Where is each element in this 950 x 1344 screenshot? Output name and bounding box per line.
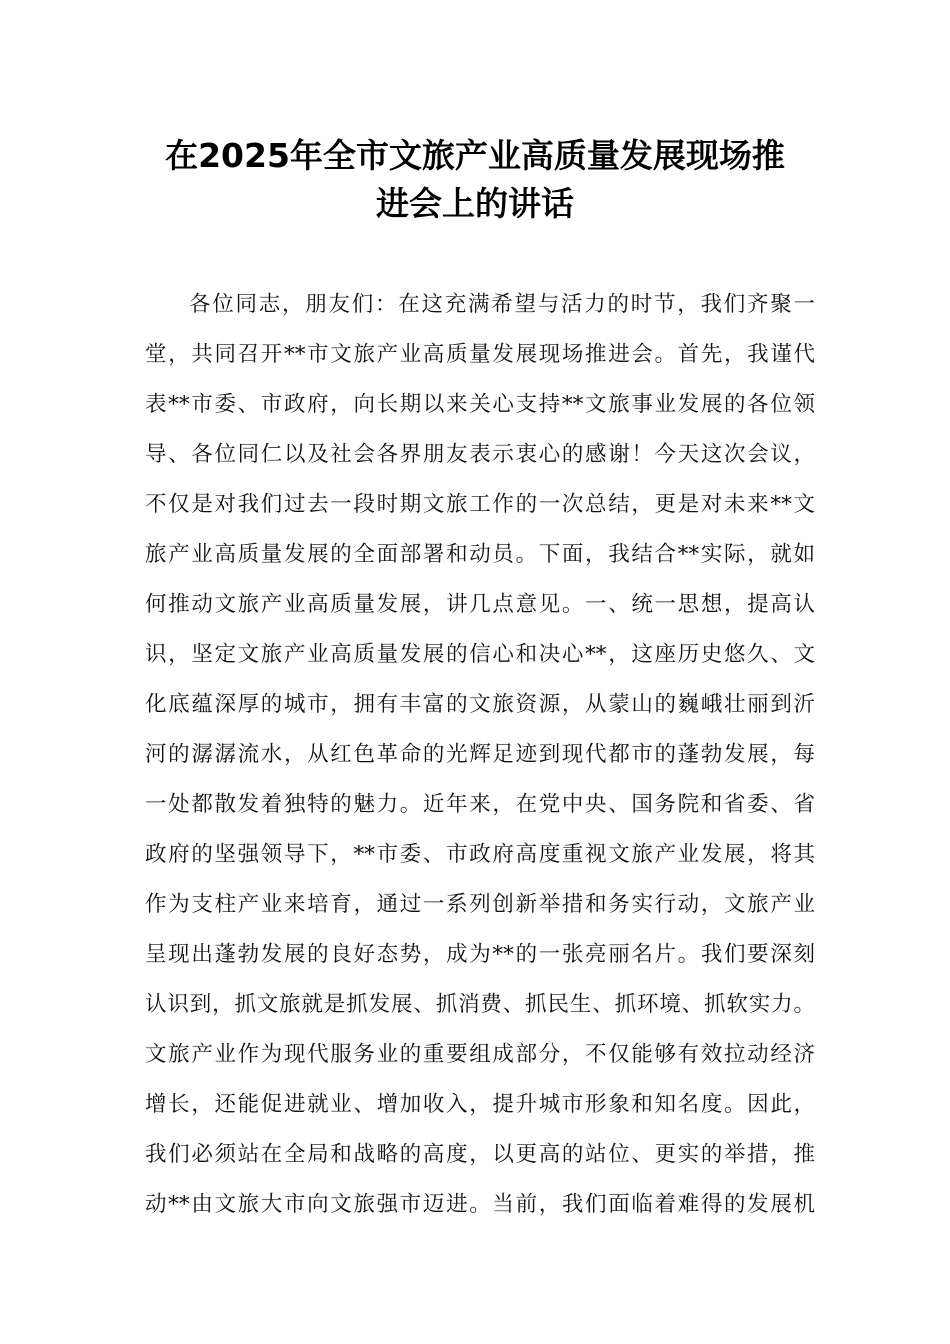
document-title-line-2: 进会上的讲话 bbox=[376, 184, 574, 223]
body-line: 河的潺潺流水，从红色革命的光辉足迹到现代都市的蓬勃发展，每 bbox=[145, 742, 815, 767]
body-line: 不仅是对我们过去一段时期文旅工作的一次总结，更是对未来**文 bbox=[145, 492, 815, 517]
body-line: 堂，共同召开**市文旅产业高质量发展现场推进会。首先，我谨代 bbox=[145, 342, 815, 367]
body-line: 一处都散发着独特的魅力。近年来，在党中央、国务院和省委、省 bbox=[145, 792, 815, 817]
body-line: 化底蕴深厚的城市，拥有丰富的文旅资源，从蒙山的巍峨壮丽到沂 bbox=[145, 692, 815, 717]
body-line: 动**由文旅大市向文旅强市迈进。当前，我们面临着难得的发展机 bbox=[145, 1192, 815, 1217]
body-line: 我们必须站在全局和战略的高度，以更高的站位、更实的举措，推 bbox=[145, 1142, 815, 1167]
body-line: 认识到，抓文旅就是抓发展、抓消费、抓民生、抓环境、抓软实力。 bbox=[145, 992, 815, 1017]
body-line: 识，坚定文旅产业高质量发展的信心和决心**，这座历史悠久、文 bbox=[145, 642, 815, 667]
body-line: 各位同志，朋友们：在这充满希望与活力的时节，我们齐聚一 bbox=[189, 292, 815, 317]
document-title-line-1: 在2025年全市文旅产业高质量发展现场推 bbox=[165, 136, 785, 175]
body-line: 增长，还能促进就业、增加收入，提升城市形象和知名度。因此， bbox=[145, 1092, 815, 1117]
body-line: 何推动文旅产业高质量发展，讲几点意见。一、统一思想，提高认 bbox=[145, 592, 815, 617]
body-line: 呈现出蓬勃发展的良好态势，成为**的一张亮丽名片。我们要深刻 bbox=[145, 942, 815, 967]
body-line: 文旅产业作为现代服务业的重要组成部分，不仅能够有效拉动经济 bbox=[145, 1042, 815, 1067]
body-line: 表**市委、市政府，向长期以来关心支持**文旅事业发展的各位领 bbox=[145, 392, 815, 417]
body-line: 旅产业高质量发展的全面部署和动员。下面，我结合**实际，就如 bbox=[145, 542, 815, 567]
body-line: 作为支柱产业来培育，通过一系列创新举措和务实行动，文旅产业 bbox=[145, 892, 815, 917]
body-line: 政府的坚强领导下，**市委、市政府高度重视文旅产业发展，将其 bbox=[145, 842, 815, 867]
body-line: 导、各位同仁以及社会各界朋友表示衷心的感谢！今天这次会议， bbox=[145, 442, 815, 467]
document-body bbox=[145, 280, 815, 1230]
